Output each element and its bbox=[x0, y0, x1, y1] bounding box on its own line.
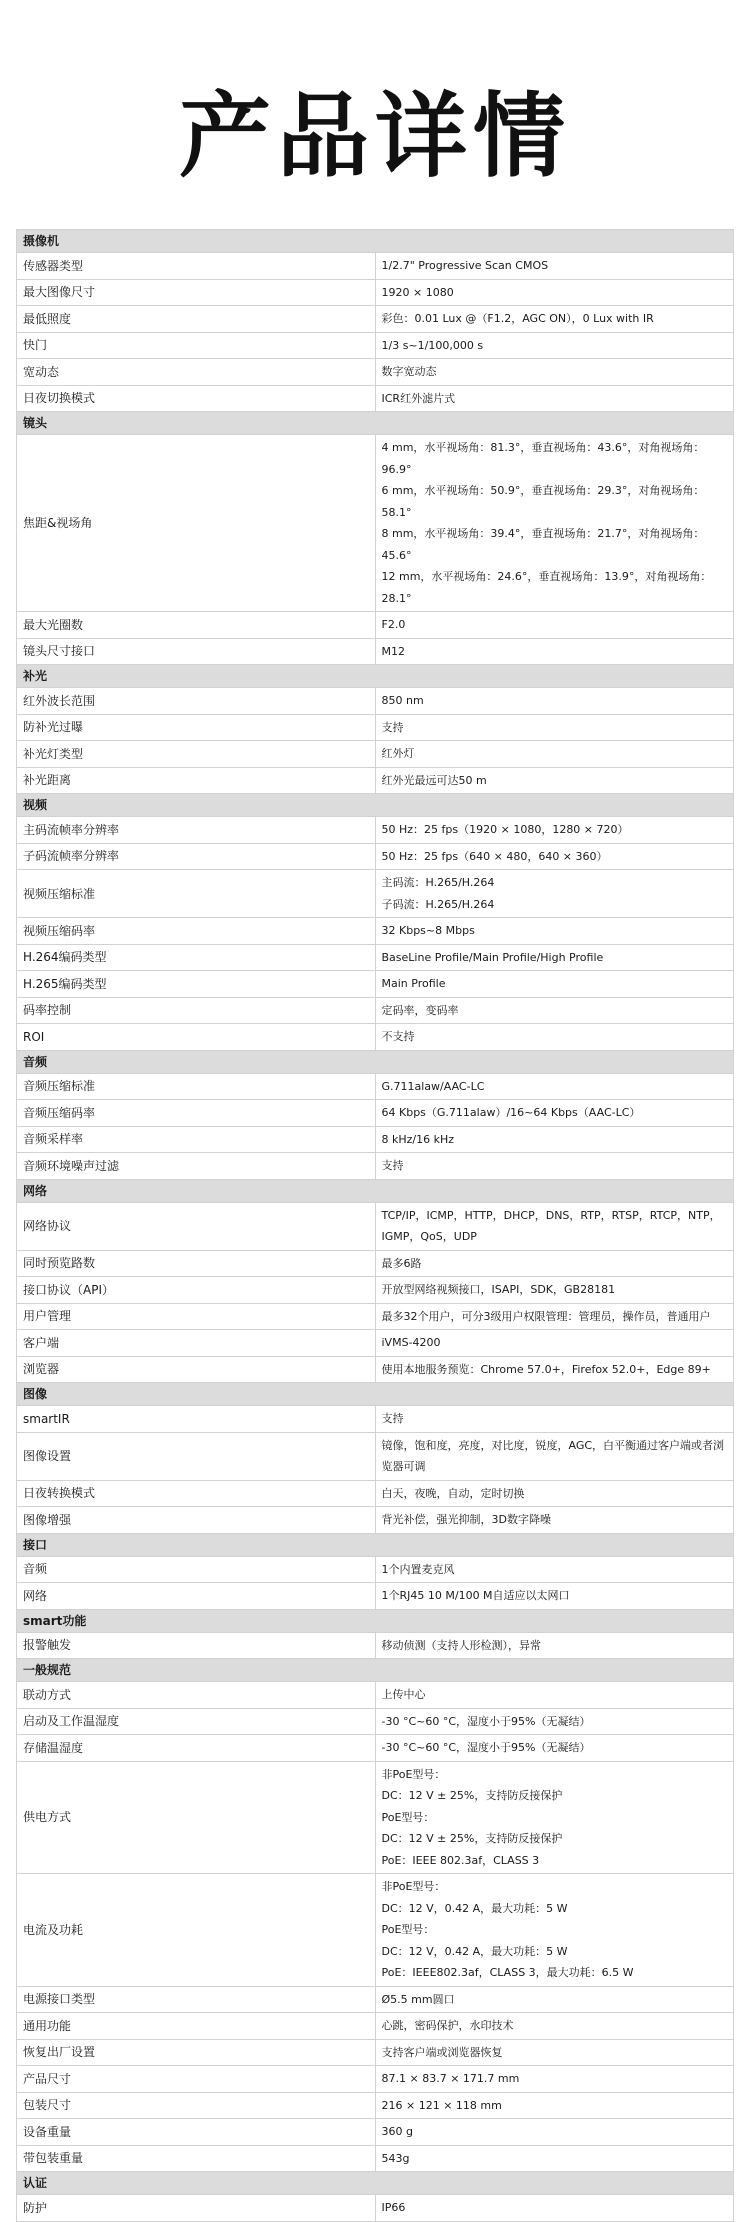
spec-row bbox=[17, 1356, 734, 1383]
spec-value-line: DC：12 V ± 25%，支持防反接保护 bbox=[381, 1832, 563, 1845]
spec-label: 供电方式 bbox=[17, 1761, 376, 1874]
spec-value bbox=[375, 359, 734, 386]
spec-table bbox=[16, 229, 734, 2222]
spec-row bbox=[17, 2039, 734, 2066]
spec-label: 浏览器 bbox=[17, 1356, 376, 1383]
spec-label: 图像增强 bbox=[17, 1507, 376, 1534]
spec-value-line: 1920 × 1080 bbox=[381, 285, 454, 299]
spec-value bbox=[375, 1303, 734, 1330]
spec-row bbox=[17, 2013, 734, 2040]
spec-row bbox=[17, 714, 734, 741]
spec-value-line: 非PoE型号： bbox=[381, 1880, 446, 1893]
spec-value-line: 红外灯 bbox=[381, 747, 415, 760]
spec-value-line: 50 Hz：25 fps（1920 × 1080，1280 × 720） bbox=[381, 823, 629, 836]
section-header-row bbox=[17, 1659, 734, 1682]
spec-value bbox=[375, 1406, 734, 1433]
spec-value-line: 6 mm，水平视场角：50.9°，垂直视场角：29.3°，对角视场角：58.1° bbox=[381, 484, 705, 519]
spec-value bbox=[375, 1986, 734, 2013]
spec-label: 通用功能 bbox=[17, 2013, 376, 2040]
spec-value-line: 12 mm，水平视场角：24.6°，垂直视场角：13.9°，对角视场角：28.1° bbox=[381, 570, 712, 605]
section-header-row bbox=[17, 1050, 734, 1073]
spec-value-line: 红外光最远可达50 m bbox=[381, 773, 487, 787]
spec-label: 音频压缩码率 bbox=[17, 1100, 376, 1127]
spec-value-line: 最多6路 bbox=[381, 1256, 422, 1270]
spec-value bbox=[375, 817, 734, 844]
spec-value-line: 上传中心 bbox=[381, 1688, 426, 1701]
spec-value-line: PoE：IEEE 802.3af，CLASS 3 bbox=[381, 1853, 540, 1867]
section-title: 镜头 bbox=[17, 412, 734, 435]
page-title: 产品详情 bbox=[178, 83, 571, 190]
spec-label: 最大光圈数 bbox=[17, 612, 376, 639]
spec-row bbox=[17, 306, 734, 333]
spec-value bbox=[375, 741, 734, 768]
spec-label: 网络 bbox=[17, 1583, 376, 1610]
spec-value-line: 360 g bbox=[381, 2125, 413, 2138]
spec-value bbox=[375, 997, 734, 1024]
spec-label: 同时预览路数 bbox=[17, 1250, 376, 1277]
spec-value bbox=[375, 2119, 734, 2146]
spec-row bbox=[17, 1986, 734, 2013]
spec-value-line: DC：12 V，0.42 A，最大功耗：5 W bbox=[381, 1944, 568, 1958]
section-header-row bbox=[17, 1383, 734, 1406]
spec-row bbox=[17, 1126, 734, 1153]
spec-value-line: 支持 bbox=[381, 1412, 404, 1425]
spec-value bbox=[375, 714, 734, 741]
spec-label: 电流及功耗 bbox=[17, 1874, 376, 1987]
spec-label: 产品尺寸 bbox=[17, 2066, 376, 2093]
spec-label: 带包装重量 bbox=[17, 2145, 376, 2172]
section-title: 一般规范 bbox=[17, 1659, 734, 1682]
spec-label: 码率控制 bbox=[17, 997, 376, 1024]
spec-value-line: M12 bbox=[381, 644, 405, 658]
spec-value bbox=[375, 1682, 734, 1709]
spec-label: ROI bbox=[17, 1024, 376, 1051]
spec-value-line: BaseLine Profile/Main Profile/High Profile bbox=[381, 950, 604, 964]
section-title: 摄像机 bbox=[17, 230, 734, 253]
spec-value bbox=[375, 332, 734, 359]
spec-value bbox=[375, 1202, 734, 1250]
section-title: 认证 bbox=[17, 2172, 734, 2195]
spec-table-body bbox=[17, 230, 734, 2222]
spec-value-line: 背光补偿，强光抑制，3D数字降噪 bbox=[381, 1513, 551, 1526]
spec-row bbox=[17, 1024, 734, 1051]
spec-value-line: 镜像，饱和度，亮度，对比度，锐度，AGC，白平衡通过客户端或者浏览器可调 bbox=[381, 1438, 725, 1473]
spec-label: H.265编码类型 bbox=[17, 971, 376, 998]
spec-value bbox=[375, 1432, 734, 1480]
spec-value bbox=[375, 767, 734, 794]
spec-value bbox=[375, 253, 734, 280]
spec-value-line: 1个RJ45 10 M/100 M自适应以太网口 bbox=[381, 1589, 570, 1602]
spec-value bbox=[375, 2039, 734, 2066]
spec-value-line: ICR红外滤片式 bbox=[381, 391, 456, 405]
spec-value bbox=[375, 1277, 734, 1304]
spec-value bbox=[375, 1735, 734, 1762]
spec-value-line: 移动侦测（支持人形检测），异常 bbox=[381, 1638, 541, 1652]
spec-label: 日夜切换模式 bbox=[17, 385, 376, 412]
spec-row bbox=[17, 918, 734, 945]
spec-row bbox=[17, 638, 734, 665]
spec-row bbox=[17, 1632, 734, 1659]
spec-value-line: 非PoE型号： bbox=[381, 1767, 446, 1781]
spec-value-line: 850 nm bbox=[381, 694, 424, 707]
spec-label: 视频压缩标准 bbox=[17, 870, 376, 918]
section-header-row bbox=[17, 1533, 734, 1556]
spec-row bbox=[17, 1708, 734, 1735]
spec-value bbox=[375, 1126, 734, 1153]
spec-value bbox=[375, 944, 734, 971]
spec-value bbox=[375, 870, 734, 918]
spec-label: 最大图像尺寸 bbox=[17, 279, 376, 306]
spec-row bbox=[17, 944, 734, 971]
spec-label: 恢复出厂设置 bbox=[17, 2039, 376, 2066]
spec-value-line: 64 Kbps（G.711alaw）/16~64 Kbps（AAC-LC） bbox=[381, 1106, 641, 1119]
spec-label: H.264编码类型 bbox=[17, 944, 376, 971]
spec-value bbox=[375, 1583, 734, 1610]
spec-label: 网络协议 bbox=[17, 1202, 376, 1250]
spec-row bbox=[17, 1480, 734, 1507]
spec-row bbox=[17, 1303, 734, 1330]
spec-label: 快门 bbox=[17, 332, 376, 359]
section-header-row bbox=[17, 2172, 734, 2195]
spec-value-line: 定码率，变码率 bbox=[381, 1003, 459, 1017]
spec-row bbox=[17, 359, 734, 386]
spec-value-line: 支持客户端或浏览器恢复 bbox=[381, 2045, 503, 2059]
spec-row bbox=[17, 612, 734, 639]
spec-row bbox=[17, 385, 734, 412]
spec-row bbox=[17, 688, 734, 715]
spec-value bbox=[375, 638, 734, 665]
spec-row bbox=[17, 1153, 734, 1180]
spec-label: 防补光过曝 bbox=[17, 714, 376, 741]
spec-value-line: 数字宽动态 bbox=[381, 365, 437, 378]
spec-label: 电源接口类型 bbox=[17, 1986, 376, 2013]
spec-row bbox=[17, 1202, 734, 1250]
spec-label: 防护 bbox=[17, 2195, 376, 2222]
spec-row bbox=[17, 1073, 734, 1100]
spec-value bbox=[375, 1556, 734, 1583]
section-title: smart功能 bbox=[17, 1609, 734, 1632]
spec-value bbox=[375, 2066, 734, 2093]
spec-value bbox=[375, 1073, 734, 1100]
spec-value-line: PoE型号： bbox=[381, 1810, 435, 1824]
spec-value-line: 支持 bbox=[381, 720, 404, 734]
spec-row bbox=[17, 253, 734, 280]
section-header-row bbox=[17, 1179, 734, 1202]
spec-label: 传感器类型 bbox=[17, 253, 376, 280]
spec-label: 存储温湿度 bbox=[17, 1735, 376, 1762]
spec-value bbox=[375, 1874, 734, 1987]
spec-value bbox=[375, 1356, 734, 1383]
spec-value-line: 8 kHz/16 kHz bbox=[381, 1132, 455, 1146]
spec-value bbox=[375, 385, 734, 412]
spec-row bbox=[17, 870, 734, 918]
section-header-row bbox=[17, 412, 734, 435]
spec-value-line: -30 °C~60 °C，湿度小于95%（无凝结） bbox=[381, 1714, 591, 1728]
spec-label: 音频 bbox=[17, 1556, 376, 1583]
spec-value-line: PoE：IEEE802.3af，CLASS 3，最大功耗：6.5 W bbox=[381, 1966, 634, 1979]
spec-value-line: 开放型网络视频接口，ISAPI，SDK，GB28181 bbox=[381, 1283, 616, 1296]
spec-value bbox=[375, 612, 734, 639]
spec-value-line: 不支持 bbox=[381, 1030, 415, 1043]
spec-label: 红外波长范围 bbox=[17, 688, 376, 715]
spec-row bbox=[17, 1100, 734, 1127]
spec-label: 日夜转换模式 bbox=[17, 1480, 376, 1507]
spec-label: 接口协议（API） bbox=[17, 1277, 376, 1304]
spec-row bbox=[17, 1277, 734, 1304]
spec-label: 图像设置 bbox=[17, 1432, 376, 1480]
spec-row bbox=[17, 1735, 734, 1762]
section-title: 补光 bbox=[17, 665, 734, 688]
spec-row bbox=[17, 2195, 734, 2222]
spec-row bbox=[17, 767, 734, 794]
spec-row bbox=[17, 1406, 734, 1433]
spec-value-line: 支持 bbox=[381, 1159, 404, 1172]
spec-value bbox=[375, 1761, 734, 1874]
spec-value-line: 8 mm，水平视场角：39.4°，垂直视场角：21.7°，对角视场角：45.6° bbox=[381, 527, 705, 562]
section-title: 图像 bbox=[17, 1383, 734, 1406]
spec-row bbox=[17, 1556, 734, 1583]
spec-value bbox=[375, 2195, 734, 2222]
spec-value-line: Main Profile bbox=[381, 977, 446, 990]
spec-row bbox=[17, 279, 734, 306]
spec-value-line: 1/2.7" Progressive Scan CMOS bbox=[381, 259, 549, 272]
spec-value-line: DC：12 V ± 25%，支持防反接保护 bbox=[381, 1789, 563, 1802]
spec-value-line: 主码流：H.265/H.264 bbox=[381, 876, 495, 889]
spec-value-line: 1/3 s~1/100,000 s bbox=[381, 338, 484, 352]
spec-value-line: 子码流：H.265/H.264 bbox=[381, 897, 495, 911]
spec-value-line: 32 Kbps~8 Mbps bbox=[381, 924, 475, 937]
spec-label: 镜头尺寸接口 bbox=[17, 638, 376, 665]
spec-label: 包装尺寸 bbox=[17, 2092, 376, 2119]
spec-value-line: 1个内置麦克风 bbox=[381, 1562, 455, 1576]
spec-label: 补光灯类型 bbox=[17, 741, 376, 768]
spec-label: 启动及工作温湿度 bbox=[17, 1708, 376, 1735]
spec-label: 补光距离 bbox=[17, 767, 376, 794]
spec-value bbox=[375, 971, 734, 998]
spec-row bbox=[17, 1874, 734, 1987]
spec-value bbox=[375, 1480, 734, 1507]
spec-value bbox=[375, 1024, 734, 1051]
section-title: 接口 bbox=[17, 1533, 734, 1556]
spec-row bbox=[17, 2092, 734, 2119]
spec-label: 联动方式 bbox=[17, 1682, 376, 1709]
spec-label: 设备重量 bbox=[17, 2119, 376, 2146]
spec-value bbox=[375, 1250, 734, 1277]
spec-value bbox=[375, 279, 734, 306]
spec-value-line: DC：12 V，0.42 A，最大功耗：5 W bbox=[381, 1901, 568, 1915]
spec-value bbox=[375, 843, 734, 870]
spec-value-line: iVMS-4200 bbox=[381, 1336, 441, 1349]
spec-label: 宽动态 bbox=[17, 359, 376, 386]
spec-row bbox=[17, 2119, 734, 2146]
spec-row bbox=[17, 1761, 734, 1874]
spec-label: 用户管理 bbox=[17, 1303, 376, 1330]
spec-value-line: 心跳，密码保护，水印技术 bbox=[381, 2019, 514, 2032]
spec-value-line: G.711alaw/AAC-LC bbox=[381, 1079, 485, 1093]
spec-value bbox=[375, 1708, 734, 1735]
spec-label: 音频采样率 bbox=[17, 1126, 376, 1153]
spec-label: 报警触发 bbox=[17, 1632, 376, 1659]
spec-value-line: F2.0 bbox=[381, 618, 406, 631]
spec-value-line: -30 °C~60 °C，湿度小于95%（无凝结） bbox=[381, 1741, 591, 1754]
spec-label: 客户端 bbox=[17, 1330, 376, 1357]
spec-row bbox=[17, 2145, 734, 2172]
spec-row bbox=[17, 1250, 734, 1277]
spec-value bbox=[375, 435, 734, 612]
spec-row bbox=[17, 1583, 734, 1610]
spec-value bbox=[375, 1153, 734, 1180]
spec-row bbox=[17, 1682, 734, 1709]
section-header-row bbox=[17, 230, 734, 253]
spec-value-line: 彩色：0.01 Lux @（F1.2，AGC ON），0 Lux with IR bbox=[381, 312, 654, 325]
spec-label: 音频环境噪声过滤 bbox=[17, 1153, 376, 1180]
spec-value bbox=[375, 1507, 734, 1534]
spec-label: 视频压缩码率 bbox=[17, 918, 376, 945]
spec-value-line: Ø5.5 mm圆口 bbox=[381, 1992, 455, 2006]
spec-value-line: 4 mm，水平视场角：81.3°，垂直视场角：43.6°，对角视场角：96.9° bbox=[381, 441, 705, 476]
spec-row bbox=[17, 435, 734, 612]
spec-value bbox=[375, 918, 734, 945]
spec-value bbox=[375, 1100, 734, 1127]
spec-value bbox=[375, 2013, 734, 2040]
spec-label: 子码流帧率分辨率 bbox=[17, 843, 376, 870]
spec-value bbox=[375, 2092, 734, 2119]
spec-value-line: 使用本地服务预览：Chrome 57.0+，Firefox 52.0+，Edge 89+ bbox=[381, 1362, 711, 1376]
spec-value-line: IP66 bbox=[381, 2201, 406, 2214]
section-title: 视频 bbox=[17, 794, 734, 817]
spec-value-line: TCP/IP，ICMP，HTTP，DHCP，DNS，RTP，RTSP，RTCP，NTP，IGMP，QoS，UDP bbox=[381, 1208, 721, 1243]
spec-row bbox=[17, 741, 734, 768]
spec-label: 音频压缩标准 bbox=[17, 1073, 376, 1100]
section-title: 音频 bbox=[17, 1050, 734, 1073]
spec-row bbox=[17, 971, 734, 998]
section-header-row bbox=[17, 665, 734, 688]
spec-value-line: 最多32个用户，可分3级用户权限管理：管理员，操作员，普通用户 bbox=[381, 1309, 711, 1323]
spec-value-line: 216 × 121 × 118 mm bbox=[381, 2098, 502, 2112]
section-title: 网络 bbox=[17, 1179, 734, 1202]
spec-row bbox=[17, 332, 734, 359]
spec-label: 焦距&视场角 bbox=[17, 435, 376, 612]
spec-row bbox=[17, 1507, 734, 1534]
section-header-row bbox=[17, 794, 734, 817]
spec-value bbox=[375, 306, 734, 333]
spec-row bbox=[17, 997, 734, 1024]
spec-value bbox=[375, 1330, 734, 1357]
spec-value bbox=[375, 688, 734, 715]
spec-value-line: 白天，夜晚，自动，定时切换 bbox=[381, 1486, 525, 1500]
spec-value-line: PoE型号： bbox=[381, 1923, 435, 1936]
spec-row bbox=[17, 1432, 734, 1480]
spec-value bbox=[375, 2145, 734, 2172]
spec-value-line: 543g bbox=[381, 2151, 410, 2165]
spec-value bbox=[375, 1632, 734, 1659]
spec-value-line: 50 Hz：25 fps（640 × 480，640 × 360） bbox=[381, 849, 608, 863]
spec-row bbox=[17, 817, 734, 844]
section-header-row bbox=[17, 1609, 734, 1632]
spec-value-line: 87.1 × 83.7 × 171.7 mm bbox=[381, 2072, 520, 2085]
spec-label: smartIR bbox=[17, 1406, 376, 1433]
spec-label: 最低照度 bbox=[17, 306, 376, 333]
spec-row bbox=[17, 2066, 734, 2093]
spec-label: 主码流帧率分辨率 bbox=[17, 817, 376, 844]
spec-row bbox=[17, 843, 734, 870]
spec-row bbox=[17, 1330, 734, 1357]
